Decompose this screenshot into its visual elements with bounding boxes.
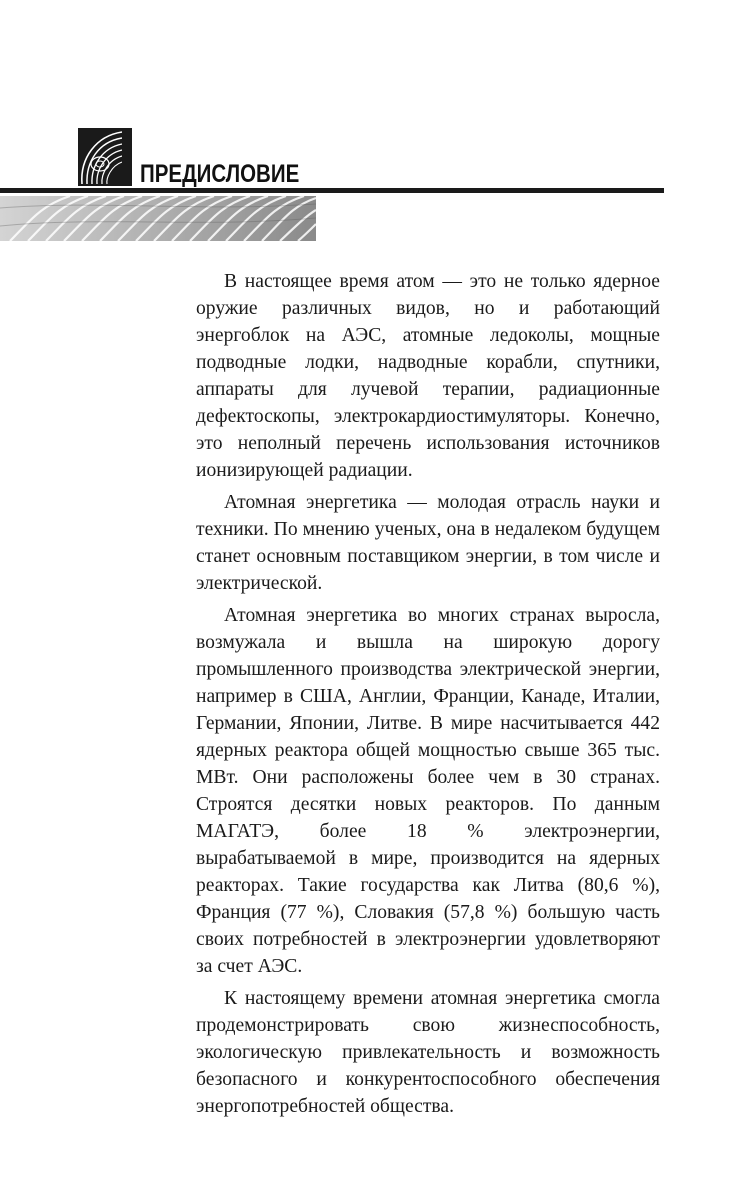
- chapter-title: ПРЕДИСЛОВИЕ: [140, 160, 300, 188]
- paragraph-4: К настоящему времени атомная энергетика смогла продемонстрировать свою жизнеспособность, экологическую привлекательность и возможность безопасного и конкурентоспособного обеспечения энергопотребностей общества.: [196, 988, 660, 1117]
- paragraph-1: В настоящее время атом — это не только ядерное оружие различных видов, но и работающий энергоблок на АЭС, атомные ледоколы, мощные подводные лодки, надводные корабли, спутники, аппараты для лучевой терапии, радиационные дефектоскопы, электрокардиостимуляторы. Конечно, это неполный перечень использования источников ионизирующей радиации.: [196, 271, 660, 481]
- paragraph-3: Атомная энергетика во многих странах выросла, возмужала и вышла на широкую дорогу промышленного производства электрической энергии, например в США, Англии, Франции, Канаде, Италии, Германии, Японии, Литве. В мире насчитывается 442 ядерных реактора общей мощностью свыше 365 тыс. МВт. Они расположены более чем в 30 странах. Строятся десятки новых реакторов. По данным МАГАТЭ, более 18 % электроэнергии, вырабатываемой в мире, производится на ядерных реакторах. Такие государства как Литва (80,6 %), Франция (77 %), Словакия (57,8 %) большую часть своих потребностей в электроэнергии удовлетворяют за счет АЭС.: [196, 605, 660, 977]
- paragraph-2: Атомная энергетика — молодая отрасль науки и техники. По мнению ученых, она в недалеком будущем станет основным поставщиком энергии, в том числе и электрической.: [196, 492, 660, 594]
- body-text: [196, 268, 660, 1120]
- atom-swirl-icon: [78, 128, 132, 186]
- title-rule: [0, 188, 664, 193]
- decorative-wave-band: [0, 196, 316, 241]
